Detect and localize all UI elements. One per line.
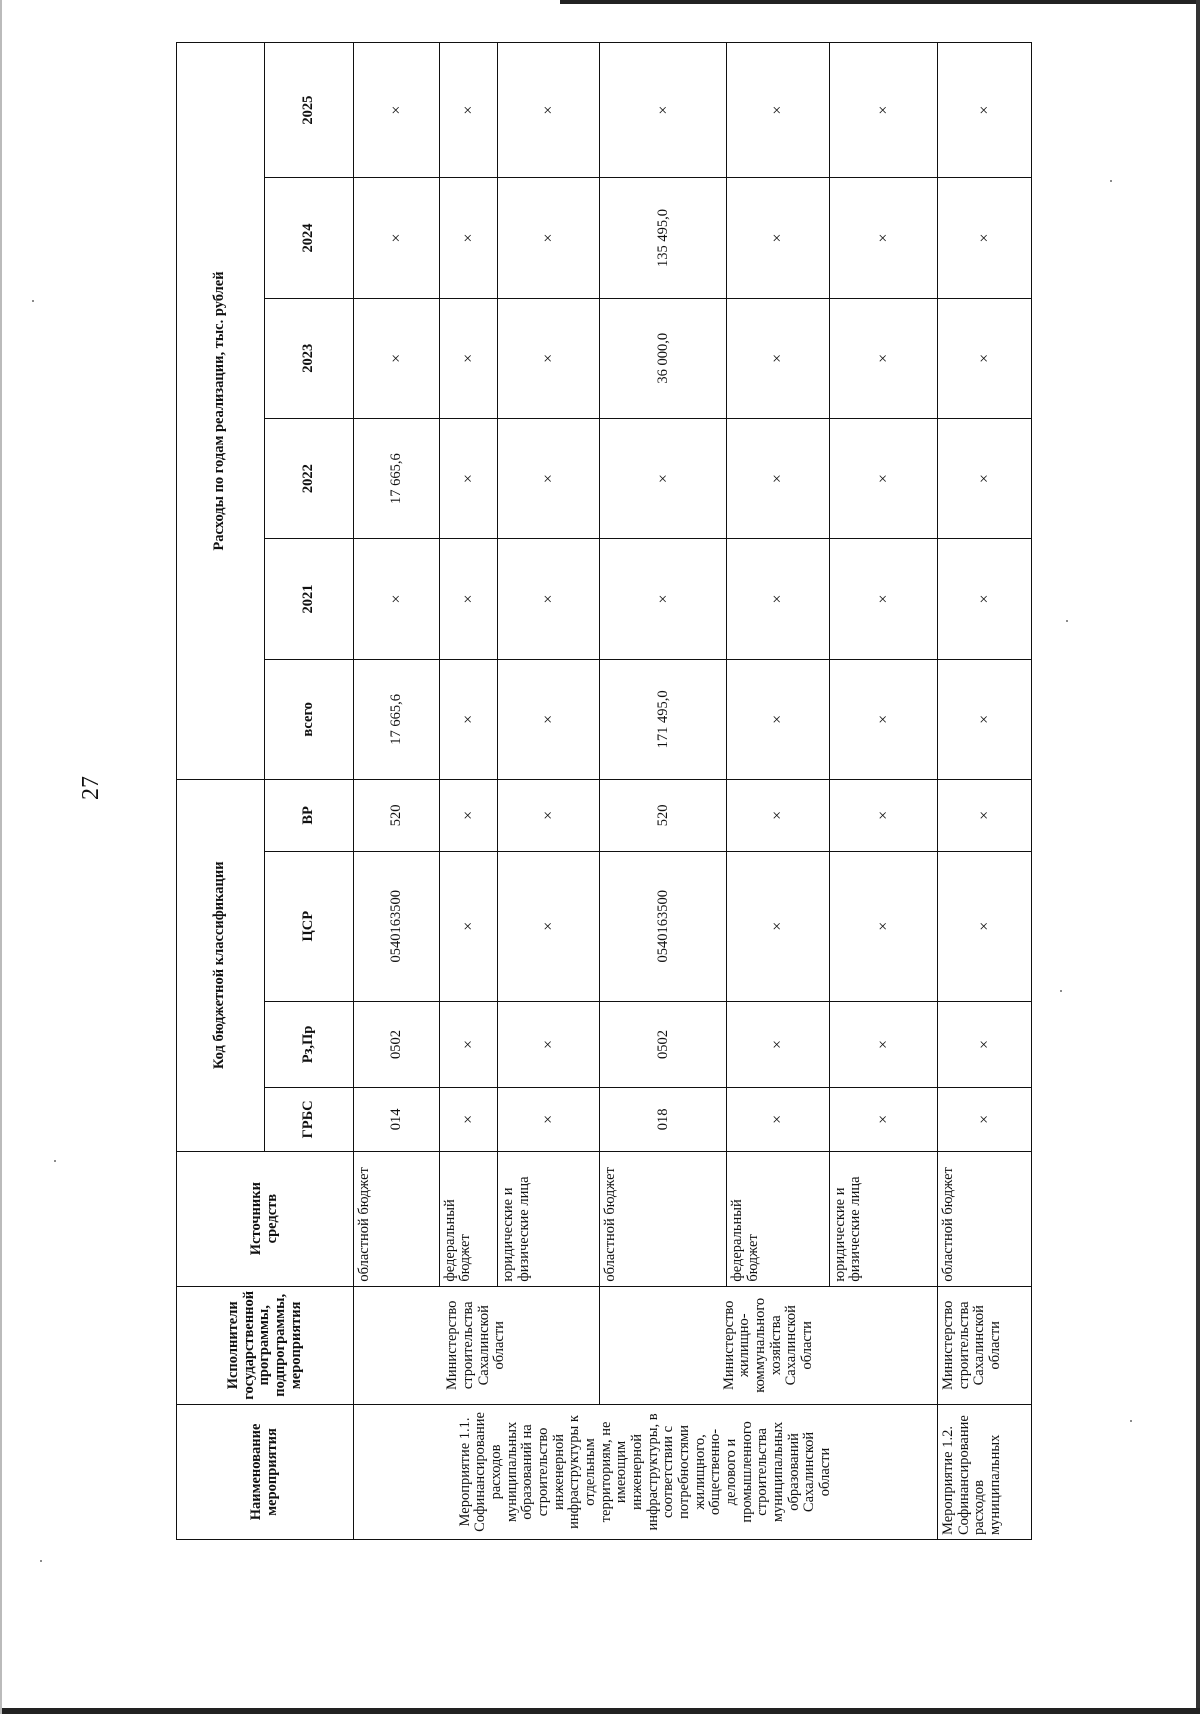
scan-speck <box>32 300 34 302</box>
rzpr-cell: 0502 <box>600 1001 727 1088</box>
source-cell: областной бюджет <box>354 1151 440 1286</box>
table-row <box>354 43 440 1540</box>
y2024-cell: × <box>829 178 937 298</box>
total-cell: × <box>829 659 937 779</box>
total-cell: × <box>439 659 497 779</box>
total-cell: 171 495,0 <box>600 659 727 779</box>
rzpr-cell: × <box>439 1001 497 1088</box>
y2025-cell: × <box>600 43 727 178</box>
measure-2-name: Мероприятие 1.2. Софинансирование расходов муниципальных <box>938 1404 1032 1539</box>
y2024-cell: × <box>498 178 600 298</box>
header-2025: 2025 <box>264 43 354 178</box>
header-code-group: Код бюджетной классификации <box>177 780 265 1152</box>
header-executor: Исполнители государственной программы, подпрограммы, мероприятия <box>177 1286 354 1404</box>
source-cell: федеральный бюджет <box>439 1151 497 1286</box>
header-vr: ВР <box>264 780 354 852</box>
y2023-cell: × <box>498 298 600 418</box>
vr-cell: 520 <box>354 780 440 852</box>
source-cell: областной бюджет <box>600 1151 727 1286</box>
header-row-1 <box>177 43 265 1540</box>
y2023-cell: × <box>829 298 937 418</box>
header-total: всего <box>264 659 354 779</box>
csr-cell: 0540163500 <box>354 851 440 1001</box>
total-cell: × <box>498 659 600 779</box>
header-name: Наименование мероприятия <box>177 1404 354 1539</box>
y2025-cell: × <box>498 43 600 178</box>
y2023-cell: × <box>354 298 440 418</box>
rzpr-cell: × <box>829 1001 937 1088</box>
total-cell: 17 665,6 <box>354 659 440 779</box>
y2022-cell: × <box>829 418 937 538</box>
y2025-cell: × <box>354 43 440 178</box>
csr-cell: 0540163500 <box>600 851 727 1001</box>
source-cell: областной бюджет <box>938 1151 1032 1286</box>
source-cell: юридические и физические лица <box>829 1151 937 1286</box>
grbs-cell: × <box>829 1088 937 1151</box>
measure-1-name: Мероприятие 1.1. Софинансирование расходов муниципальных образований на строительство инженерной инфраструктуры к отдельным территориям, не имеющим инженерной инфраструктуры, в соответствии с потребностями жилищного, общественно-делового и промышленного строительства муниципальных образований Сахалинской области <box>354 1404 938 1539</box>
y2025-cell: × <box>829 43 937 178</box>
header-2021: 2021 <box>264 539 354 659</box>
y2024-cell: × <box>727 178 829 298</box>
vr-cell: × <box>829 780 937 852</box>
y2021-cell: × <box>600 539 727 659</box>
scan-speck <box>1110 180 1112 182</box>
csr-cell: × <box>727 851 829 1001</box>
header-2022: 2022 <box>264 418 354 538</box>
y2025-cell: × <box>439 43 497 178</box>
y2023-cell: × <box>727 298 829 418</box>
scan-speck <box>1130 1420 1132 1422</box>
y2025-cell: × <box>938 43 1032 178</box>
scan-speck <box>54 1160 56 1162</box>
y2024-cell: × <box>439 178 497 298</box>
source-cell: юридические и физические лица <box>498 1151 600 1286</box>
scan-edge-bottom <box>0 1708 1200 1714</box>
grbs-cell: 014 <box>354 1088 440 1151</box>
budget-table <box>176 42 1032 1540</box>
measure-2-executor: Министерство строительства Сахалинской области <box>938 1286 1032 1404</box>
table-row <box>600 43 727 1540</box>
y2022-cell: 17 665,6 <box>354 418 440 538</box>
scan-speck <box>1060 990 1062 992</box>
scan-speck <box>40 1560 42 1562</box>
budget-table-frame <box>176 42 1032 1540</box>
rzpr-cell: 0502 <box>354 1001 440 1088</box>
scan-speck <box>1066 620 1068 622</box>
header-sources: Источники средств <box>177 1151 354 1286</box>
grbs-cell: × <box>498 1088 600 1151</box>
y2021-cell: × <box>938 539 1032 659</box>
y2024-cell: 135 495,0 <box>600 178 727 298</box>
header-csr: ЦСР <box>264 851 354 1001</box>
vr-cell: × <box>938 780 1032 852</box>
y2025-cell: × <box>727 43 829 178</box>
header-expenses-group: Расходы по годам реализации, тыс. рублей <box>177 43 265 780</box>
y2023-cell: × <box>439 298 497 418</box>
y2023-cell: 36 000,0 <box>600 298 727 418</box>
y2021-cell: × <box>829 539 937 659</box>
y2022-cell: × <box>727 418 829 538</box>
vr-cell: × <box>439 780 497 852</box>
y2021-cell: × <box>498 539 600 659</box>
measure-1-executor-b: Министерство жилищно-коммунального хозяйства Сахалинской области <box>600 1286 938 1404</box>
y2022-cell: × <box>938 418 1032 538</box>
header-2024: 2024 <box>264 178 354 298</box>
csr-cell: × <box>439 851 497 1001</box>
header-rzpr: Рз,Пр <box>264 1001 354 1088</box>
grbs-cell: × <box>938 1088 1032 1151</box>
csr-cell: × <box>938 851 1032 1001</box>
grbs-cell: × <box>727 1088 829 1151</box>
csr-cell: × <box>498 851 600 1001</box>
rzpr-cell: × <box>938 1001 1032 1088</box>
y2024-cell: × <box>354 178 440 298</box>
y2021-cell: × <box>727 539 829 659</box>
scan-edge-left <box>0 0 2 1714</box>
table-row <box>938 43 1032 1540</box>
total-cell: × <box>938 659 1032 779</box>
rzpr-cell: × <box>727 1001 829 1088</box>
rzpr-cell: × <box>498 1001 600 1088</box>
y2022-cell: × <box>600 418 727 538</box>
y2021-cell: × <box>354 539 440 659</box>
scan-edge-right <box>1196 0 1200 1714</box>
y2022-cell: × <box>498 418 600 538</box>
vr-cell: 520 <box>600 780 727 852</box>
csr-cell: × <box>829 851 937 1001</box>
grbs-cell: × <box>439 1088 497 1151</box>
measure-1-executor-a: Министерство строительства Сахалинской области <box>354 1286 600 1404</box>
grbs-cell: 018 <box>600 1088 727 1151</box>
y2022-cell: × <box>439 418 497 538</box>
vr-cell: × <box>498 780 600 852</box>
vr-cell: × <box>727 780 829 852</box>
scan-edge-top <box>560 0 1200 4</box>
header-grbs: ГРБС <box>264 1088 354 1151</box>
y2023-cell: × <box>938 298 1032 418</box>
page-number: 27 <box>78 776 104 800</box>
total-cell: × <box>727 659 829 779</box>
source-cell: федеральный бюджет <box>727 1151 829 1286</box>
y2021-cell: × <box>439 539 497 659</box>
header-2023: 2023 <box>264 298 354 418</box>
y2024-cell: × <box>938 178 1032 298</box>
